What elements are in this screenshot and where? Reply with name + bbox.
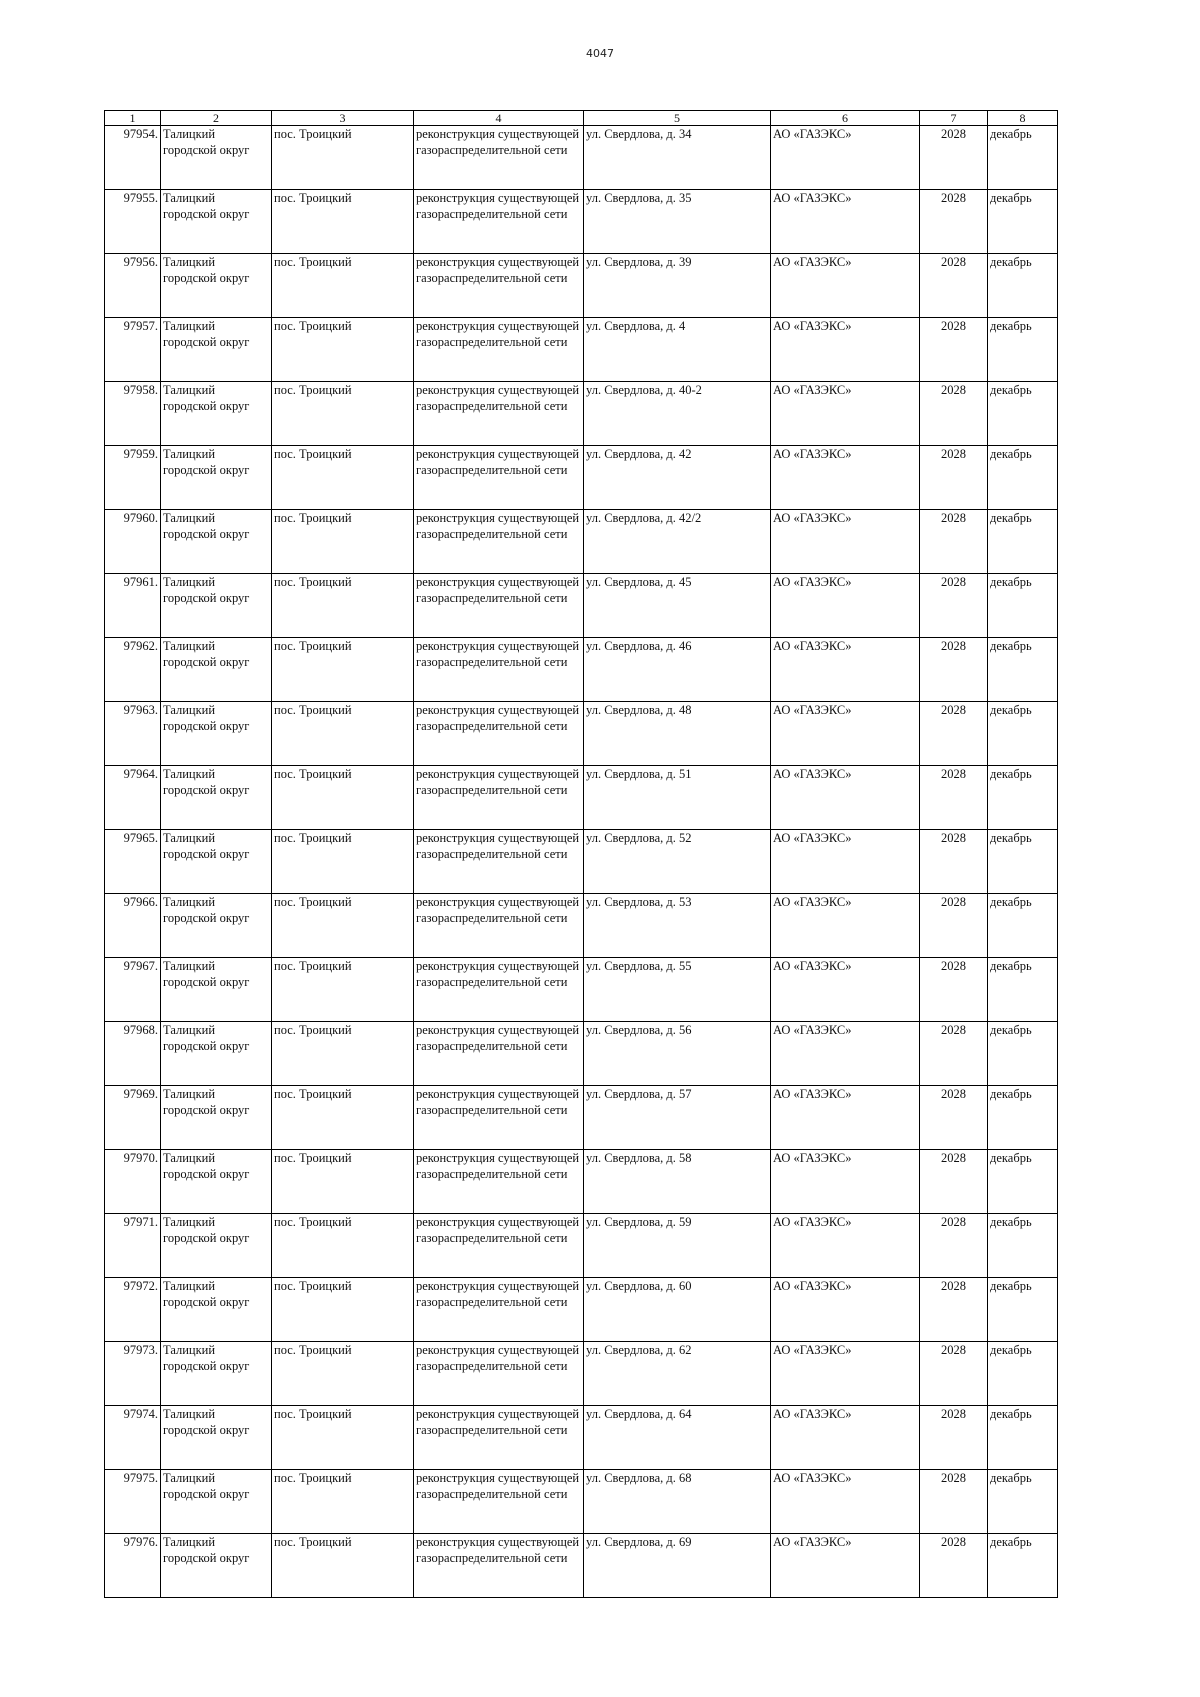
work-type-cell: реконструкция существующей газораспределительной сети	[414, 638, 584, 702]
organization-cell: АО «ГАЗЭКС»	[771, 1278, 920, 1342]
row-number: 97956.	[105, 254, 161, 318]
work-type-cell: реконструкция существующей газораспределительной сети	[414, 1022, 584, 1086]
header-row	[105, 111, 1058, 126]
settlement-cell: пос. Троицкий	[272, 1150, 414, 1214]
address-cell: ул. Свердлова, д. 48	[584, 702, 771, 766]
row-number: 97961.	[105, 574, 161, 638]
year-cell: 2028	[920, 766, 988, 830]
month-cell: декабрь	[988, 382, 1058, 446]
address-cell: ул. Свердлова, д. 57	[584, 1086, 771, 1150]
address-cell: ул. Свердлова, д. 69	[584, 1534, 771, 1598]
month-cell: декабрь	[988, 638, 1058, 702]
work-type-cell: реконструкция существующей газораспределительной сети	[414, 702, 584, 766]
work-type-cell: реконструкция существующей газораспределительной сети	[414, 1534, 584, 1598]
settlement-cell: пос. Троицкий	[272, 254, 414, 318]
district-cell: Талицкий городской округ	[161, 1214, 272, 1278]
table-row	[105, 1214, 1058, 1278]
column-header: 3	[272, 111, 414, 126]
settlement-cell: пос. Троицкий	[272, 318, 414, 382]
address-cell: ул. Свердлова, д. 39	[584, 254, 771, 318]
table-row	[105, 1278, 1058, 1342]
organization-cell: АО «ГАЗЭКС»	[771, 766, 920, 830]
table-row	[105, 766, 1058, 830]
settlement-cell: пос. Троицкий	[272, 382, 414, 446]
row-number: 97966.	[105, 894, 161, 958]
settlement-cell: пос. Троицкий	[272, 446, 414, 510]
district-cell: Талицкий городской округ	[161, 190, 272, 254]
district-cell: Талицкий городской округ	[161, 574, 272, 638]
work-type-cell: реконструкция существующей газораспределительной сети	[414, 894, 584, 958]
district-cell: Талицкий городской округ	[161, 958, 272, 1022]
row-number: 97958.	[105, 382, 161, 446]
year-cell: 2028	[920, 574, 988, 638]
table-row	[105, 574, 1058, 638]
address-cell: ул. Свердлова, д. 52	[584, 830, 771, 894]
work-type-cell: реконструкция существующей газораспределительной сети	[414, 382, 584, 446]
organization-cell: АО «ГАЗЭКС»	[771, 830, 920, 894]
row-number: 97976.	[105, 1534, 161, 1598]
year-cell: 2028	[920, 894, 988, 958]
table-row	[105, 1406, 1058, 1470]
row-number: 97964.	[105, 766, 161, 830]
month-cell: декабрь	[988, 126, 1058, 190]
district-cell: Талицкий городской округ	[161, 1406, 272, 1470]
organization-cell: АО «ГАЗЭКС»	[771, 638, 920, 702]
district-cell: Талицкий городской округ	[161, 1342, 272, 1406]
organization-cell: АО «ГАЗЭКС»	[771, 1406, 920, 1470]
district-cell: Талицкий городской округ	[161, 766, 272, 830]
settlement-cell: пос. Троицкий	[272, 702, 414, 766]
table-row	[105, 1534, 1058, 1598]
registry-table	[104, 110, 1058, 1598]
address-cell: ул. Свердлова, д. 62	[584, 1342, 771, 1406]
organization-cell: АО «ГАЗЭКС»	[771, 446, 920, 510]
table-row	[105, 1342, 1058, 1406]
settlement-cell: пос. Троицкий	[272, 1214, 414, 1278]
organization-cell: АО «ГАЗЭКС»	[771, 894, 920, 958]
row-number: 97959.	[105, 446, 161, 510]
row-number: 97974.	[105, 1406, 161, 1470]
row-number: 97968.	[105, 1022, 161, 1086]
organization-cell: АО «ГАЗЭКС»	[771, 1150, 920, 1214]
month-cell: декабрь	[988, 1534, 1058, 1598]
row-number: 97975.	[105, 1470, 161, 1534]
organization-cell: АО «ГАЗЭКС»	[771, 1214, 920, 1278]
settlement-cell: пос. Троицкий	[272, 1278, 414, 1342]
district-cell: Талицкий городской округ	[161, 254, 272, 318]
organization-cell: АО «ГАЗЭКС»	[771, 190, 920, 254]
table-row	[105, 382, 1058, 446]
month-cell: декабрь	[988, 1342, 1058, 1406]
organization-cell: АО «ГАЗЭКС»	[771, 126, 920, 190]
settlement-cell: пос. Троицкий	[272, 638, 414, 702]
table-row	[105, 190, 1058, 254]
month-cell: декабрь	[988, 510, 1058, 574]
column-header: 5	[584, 111, 771, 126]
month-cell: декабрь	[988, 1470, 1058, 1534]
year-cell: 2028	[920, 126, 988, 190]
work-type-cell: реконструкция существующей газораспределительной сети	[414, 1406, 584, 1470]
row-number: 97954.	[105, 126, 161, 190]
year-cell: 2028	[920, 1278, 988, 1342]
work-type-cell: реконструкция существующей газораспределительной сети	[414, 830, 584, 894]
organization-cell: АО «ГАЗЭКС»	[771, 510, 920, 574]
year-cell: 2028	[920, 510, 988, 574]
month-cell: декабрь	[988, 318, 1058, 382]
row-number: 97973.	[105, 1342, 161, 1406]
organization-cell: АО «ГАЗЭКС»	[771, 958, 920, 1022]
work-type-cell: реконструкция существующей газораспределительной сети	[414, 1086, 584, 1150]
table-row	[105, 830, 1058, 894]
year-cell: 2028	[920, 1406, 988, 1470]
district-cell: Талицкий городской округ	[161, 510, 272, 574]
address-cell: ул. Свердлова, д. 68	[584, 1470, 771, 1534]
district-cell: Талицкий городской округ	[161, 830, 272, 894]
settlement-cell: пос. Троицкий	[272, 1470, 414, 1534]
district-cell: Талицкий городской округ	[161, 1278, 272, 1342]
table-body	[105, 126, 1058, 1598]
month-cell: декабрь	[988, 1086, 1058, 1150]
table-row	[105, 318, 1058, 382]
organization-cell: АО «ГАЗЭКС»	[771, 1342, 920, 1406]
table-row	[105, 254, 1058, 318]
settlement-cell: пос. Троицкий	[272, 1534, 414, 1598]
row-number: 97963.	[105, 702, 161, 766]
settlement-cell: пос. Троицкий	[272, 126, 414, 190]
month-cell: декабрь	[988, 190, 1058, 254]
month-cell: декабрь	[988, 894, 1058, 958]
address-cell: ул. Свердлова, д. 46	[584, 638, 771, 702]
settlement-cell: пос. Троицкий	[272, 766, 414, 830]
row-number: 97955.	[105, 190, 161, 254]
table-row	[105, 1470, 1058, 1534]
year-cell: 2028	[920, 1342, 988, 1406]
table-row	[105, 702, 1058, 766]
table-row	[105, 510, 1058, 574]
district-cell: Талицкий городской округ	[161, 702, 272, 766]
page-number: 4047	[586, 47, 614, 60]
row-number: 97971.	[105, 1214, 161, 1278]
organization-cell: АО «ГАЗЭКС»	[771, 254, 920, 318]
table-row	[105, 126, 1058, 190]
row-number: 97967.	[105, 958, 161, 1022]
table-row	[105, 638, 1058, 702]
work-type-cell: реконструкция существующей газораспределительной сети	[414, 510, 584, 574]
year-cell: 2028	[920, 190, 988, 254]
column-header: 6	[771, 111, 920, 126]
settlement-cell: пос. Троицкий	[272, 1406, 414, 1470]
month-cell: декабрь	[988, 830, 1058, 894]
row-number: 97957.	[105, 318, 161, 382]
settlement-cell: пос. Троицкий	[272, 1086, 414, 1150]
column-header: 4	[414, 111, 584, 126]
table-row	[105, 1086, 1058, 1150]
address-cell: ул. Свердлова, д. 42	[584, 446, 771, 510]
work-type-cell: реконструкция существующей газораспределительной сети	[414, 574, 584, 638]
month-cell: декабрь	[988, 1214, 1058, 1278]
organization-cell: АО «ГАЗЭКС»	[771, 1470, 920, 1534]
district-cell: Талицкий городской округ	[161, 1470, 272, 1534]
settlement-cell: пос. Троицкий	[272, 830, 414, 894]
month-cell: декабрь	[988, 958, 1058, 1022]
work-type-cell: реконструкция существующей газораспределительной сети	[414, 766, 584, 830]
year-cell: 2028	[920, 1534, 988, 1598]
settlement-cell: пос. Троицкий	[272, 958, 414, 1022]
address-cell: ул. Свердлова, д. 55	[584, 958, 771, 1022]
work-type-cell: реконструкция существующей газораспределительной сети	[414, 318, 584, 382]
year-cell: 2028	[920, 1470, 988, 1534]
district-cell: Талицкий городской округ	[161, 894, 272, 958]
month-cell: декабрь	[988, 1022, 1058, 1086]
column-header: 1	[105, 111, 161, 126]
settlement-cell: пос. Троицкий	[272, 1022, 414, 1086]
row-number: 97960.	[105, 510, 161, 574]
address-cell: ул. Свердлова, д. 59	[584, 1214, 771, 1278]
address-cell: ул. Свердлова, д. 51	[584, 766, 771, 830]
work-type-cell: реконструкция существующей газораспределительной сети	[414, 1342, 584, 1406]
month-cell: декабрь	[988, 1150, 1058, 1214]
work-type-cell: реконструкция существующей газораспределительной сети	[414, 1278, 584, 1342]
work-type-cell: реконструкция существующей газораспределительной сети	[414, 446, 584, 510]
year-cell: 2028	[920, 702, 988, 766]
month-cell: декабрь	[988, 702, 1058, 766]
district-cell: Талицкий городской округ	[161, 1086, 272, 1150]
organization-cell: АО «ГАЗЭКС»	[771, 574, 920, 638]
address-cell: ул. Свердлова, д. 64	[584, 1406, 771, 1470]
table-row	[105, 1150, 1058, 1214]
row-number: 97965.	[105, 830, 161, 894]
year-cell: 2028	[920, 382, 988, 446]
year-cell: 2028	[920, 958, 988, 1022]
year-cell: 2028	[920, 446, 988, 510]
work-type-cell: реконструкция существующей газораспределительной сети	[414, 126, 584, 190]
row-number: 97962.	[105, 638, 161, 702]
district-cell: Талицкий городской округ	[161, 126, 272, 190]
row-number: 97969.	[105, 1086, 161, 1150]
settlement-cell: пос. Троицкий	[272, 190, 414, 254]
year-cell: 2028	[920, 638, 988, 702]
year-cell: 2028	[920, 1150, 988, 1214]
organization-cell: АО «ГАЗЭКС»	[771, 382, 920, 446]
month-cell: декабрь	[988, 574, 1058, 638]
address-cell: ул. Свердлова, д. 4	[584, 318, 771, 382]
month-cell: декабрь	[988, 1406, 1058, 1470]
year-cell: 2028	[920, 1086, 988, 1150]
column-header: 7	[920, 111, 988, 126]
year-cell: 2028	[920, 1022, 988, 1086]
column-header: 2	[161, 111, 272, 126]
district-cell: Талицкий городской округ	[161, 1534, 272, 1598]
district-cell: Талицкий городской округ	[161, 1022, 272, 1086]
year-cell: 2028	[920, 254, 988, 318]
district-cell: Талицкий городской округ	[161, 1150, 272, 1214]
address-cell: ул. Свердлова, д. 58	[584, 1150, 771, 1214]
organization-cell: АО «ГАЗЭКС»	[771, 702, 920, 766]
month-cell: декабрь	[988, 1278, 1058, 1342]
organization-cell: АО «ГАЗЭКС»	[771, 1022, 920, 1086]
month-cell: декабрь	[988, 254, 1058, 318]
work-type-cell: реконструкция существующей газораспределительной сети	[414, 254, 584, 318]
address-cell: ул. Свердлова, д. 60	[584, 1278, 771, 1342]
work-type-cell: реконструкция существующей газораспределительной сети	[414, 1214, 584, 1278]
row-number: 97972.	[105, 1278, 161, 1342]
settlement-cell: пос. Троицкий	[272, 574, 414, 638]
address-cell: ул. Свердлова, д. 42/2	[584, 510, 771, 574]
row-number: 97970.	[105, 1150, 161, 1214]
table-row	[105, 446, 1058, 510]
organization-cell: АО «ГАЗЭКС»	[771, 318, 920, 382]
district-cell: Талицкий городской округ	[161, 446, 272, 510]
settlement-cell: пос. Троицкий	[272, 1342, 414, 1406]
month-cell: декабрь	[988, 446, 1058, 510]
organization-cell: АО «ГАЗЭКС»	[771, 1534, 920, 1598]
district-cell: Талицкий городской округ	[161, 382, 272, 446]
table-row	[105, 958, 1058, 1022]
year-cell: 2028	[920, 1214, 988, 1278]
work-type-cell: реконструкция существующей газораспределительной сети	[414, 958, 584, 1022]
district-cell: Талицкий городской округ	[161, 318, 272, 382]
settlement-cell: пос. Троицкий	[272, 894, 414, 958]
organization-cell: АО «ГАЗЭКС»	[771, 1086, 920, 1150]
table-row	[105, 1022, 1058, 1086]
column-header: 8	[988, 111, 1058, 126]
address-cell: ул. Свердлова, д. 45	[584, 574, 771, 638]
settlement-cell: пос. Троицкий	[272, 510, 414, 574]
work-type-cell: реконструкция существующей газораспределительной сети	[414, 1150, 584, 1214]
address-cell: ул. Свердлова, д. 34	[584, 126, 771, 190]
month-cell: декабрь	[988, 766, 1058, 830]
address-cell: ул. Свердлова, д. 35	[584, 190, 771, 254]
district-cell: Талицкий городской округ	[161, 638, 272, 702]
work-type-cell: реконструкция существующей газораспределительной сети	[414, 1470, 584, 1534]
work-type-cell: реконструкция существующей газораспределительной сети	[414, 190, 584, 254]
table-row	[105, 894, 1058, 958]
address-cell: ул. Свердлова, д. 56	[584, 1022, 771, 1086]
year-cell: 2028	[920, 318, 988, 382]
address-cell: ул. Свердлова, д. 40-2	[584, 382, 771, 446]
address-cell: ул. Свердлова, д. 53	[584, 894, 771, 958]
year-cell: 2028	[920, 830, 988, 894]
